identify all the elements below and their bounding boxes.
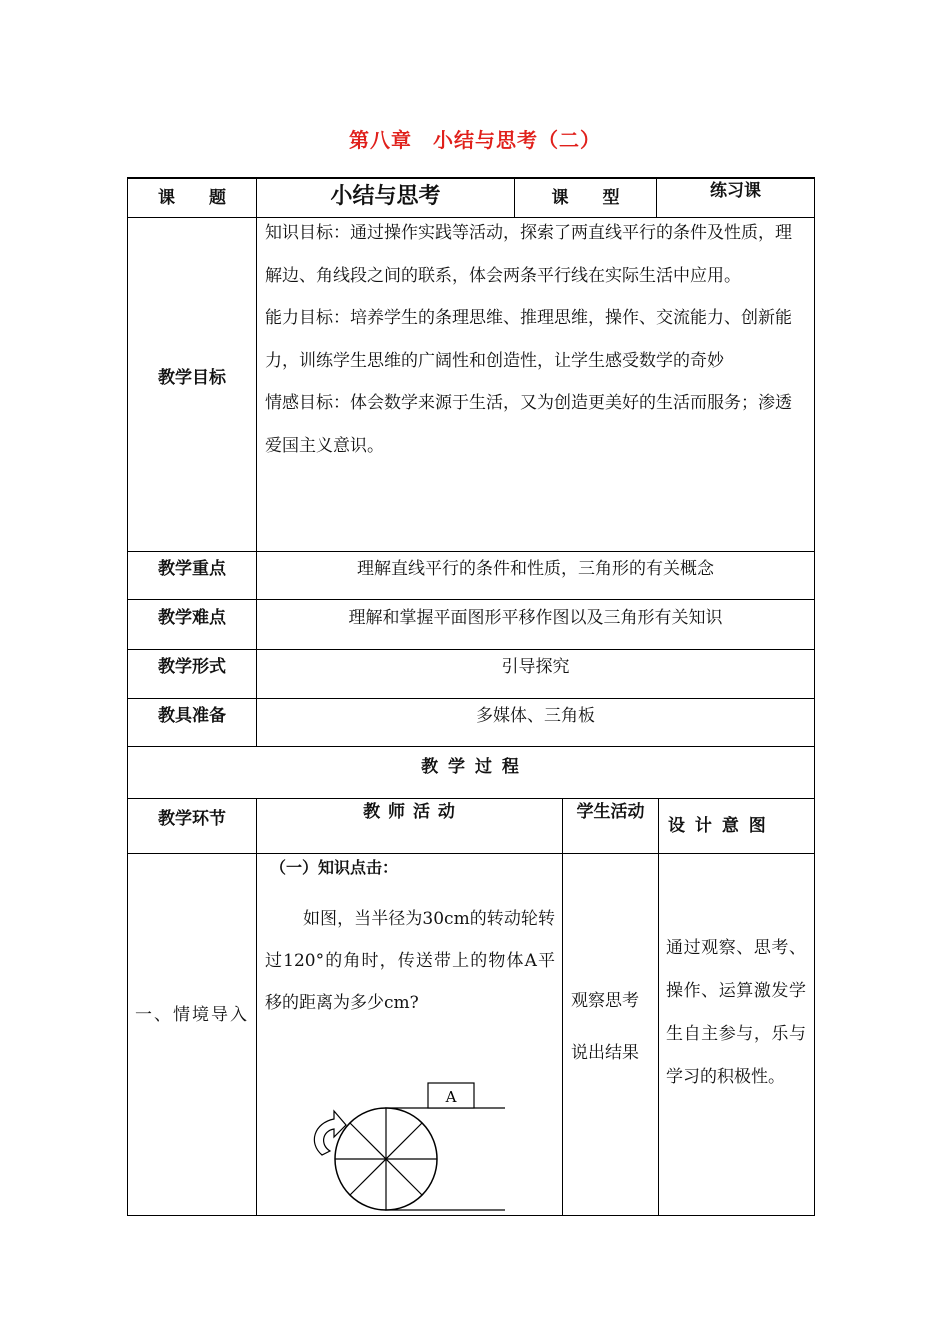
ability-goal: 能力目标：培养学生的条理思维、推理思维，操作、交流能力、创新能力，训练学生思维的广阔性和创造性，让学生感受数学的奇妙 <box>265 308 792 371</box>
row-divider <box>127 798 815 799</box>
emotion-goal: 情感目标：体会数学来源于生活，又为创造更美好的生活而服务；渗透爱国主义意识。 <box>265 393 792 456</box>
row-divider <box>127 551 815 552</box>
table-border-left <box>127 177 128 1216</box>
table-border-right <box>814 177 815 1216</box>
stage-label: 一、情境导入 <box>135 1005 249 1025</box>
row-divider <box>127 698 815 699</box>
conveyor-wheel-figure <box>300 1075 510 1215</box>
difficulties-value: 理解和掌握平面图形平移作图以及三角形有关知识 <box>348 608 723 628</box>
row-divider <box>127 599 815 600</box>
table-border-bottom <box>127 1215 815 1216</box>
col-divider <box>256 798 257 1216</box>
row-divider <box>127 746 815 747</box>
topic-value: 小结与思考 <box>330 184 441 209</box>
table-border-top <box>127 177 815 179</box>
tools-label: 教具准备 <box>158 706 226 726</box>
design-intent: 通过观察、思考、操作、运算激发学生自主参与，乐与学习的积极性。 <box>666 938 806 1087</box>
col-divider <box>658 798 659 1216</box>
topic-label: 课 题 <box>158 188 226 208</box>
format-label: 教学形式 <box>158 657 226 677</box>
tools-value: 多媒体、三角板 <box>476 706 595 726</box>
difficulties-label: 教学难点 <box>158 608 226 628</box>
row-divider <box>127 853 815 854</box>
student-activity: 观察思考说出结果 <box>571 991 639 1063</box>
key-points-value: 理解直线平行的条件和性质，三角形的有关概念 <box>357 559 714 579</box>
process-title: 教 学 过 程 <box>421 757 521 777</box>
teacher-text: 如图，当半径为30cm的转动轮转过120°的角时，传送带上的物体A平移的距离为多少cm? <box>265 909 555 1013</box>
teacher-heading: （一）知识点击： <box>270 858 399 877</box>
col-student-header: 学生活动 <box>576 802 645 822</box>
type-label: 课 型 <box>551 188 620 208</box>
page-title: 第八章 小结与思考（二） <box>349 128 601 152</box>
col-divider <box>562 798 563 1216</box>
key-points-label: 教学重点 <box>158 559 226 579</box>
knowledge-goal: 知识目标：通过操作实践等活动，探索了两直线平行的条件及性质，理解边、角线段之间的联系，体会两条平行线在实际生活中应用。 <box>265 223 792 286</box>
col-stage-header: 教学环节 <box>158 809 226 829</box>
row-divider <box>127 649 815 650</box>
col-intent-header: 设 计 意 图 <box>668 816 768 836</box>
col-teacher-header: 教 师 活 动 <box>363 802 456 822</box>
goals-label: 教学目标 <box>158 368 226 388</box>
object-a-label: A <box>445 1088 457 1106</box>
goals-content <box>265 212 808 467</box>
format-value: 引导探究 <box>501 657 570 677</box>
type-value: 练习课 <box>710 181 761 201</box>
